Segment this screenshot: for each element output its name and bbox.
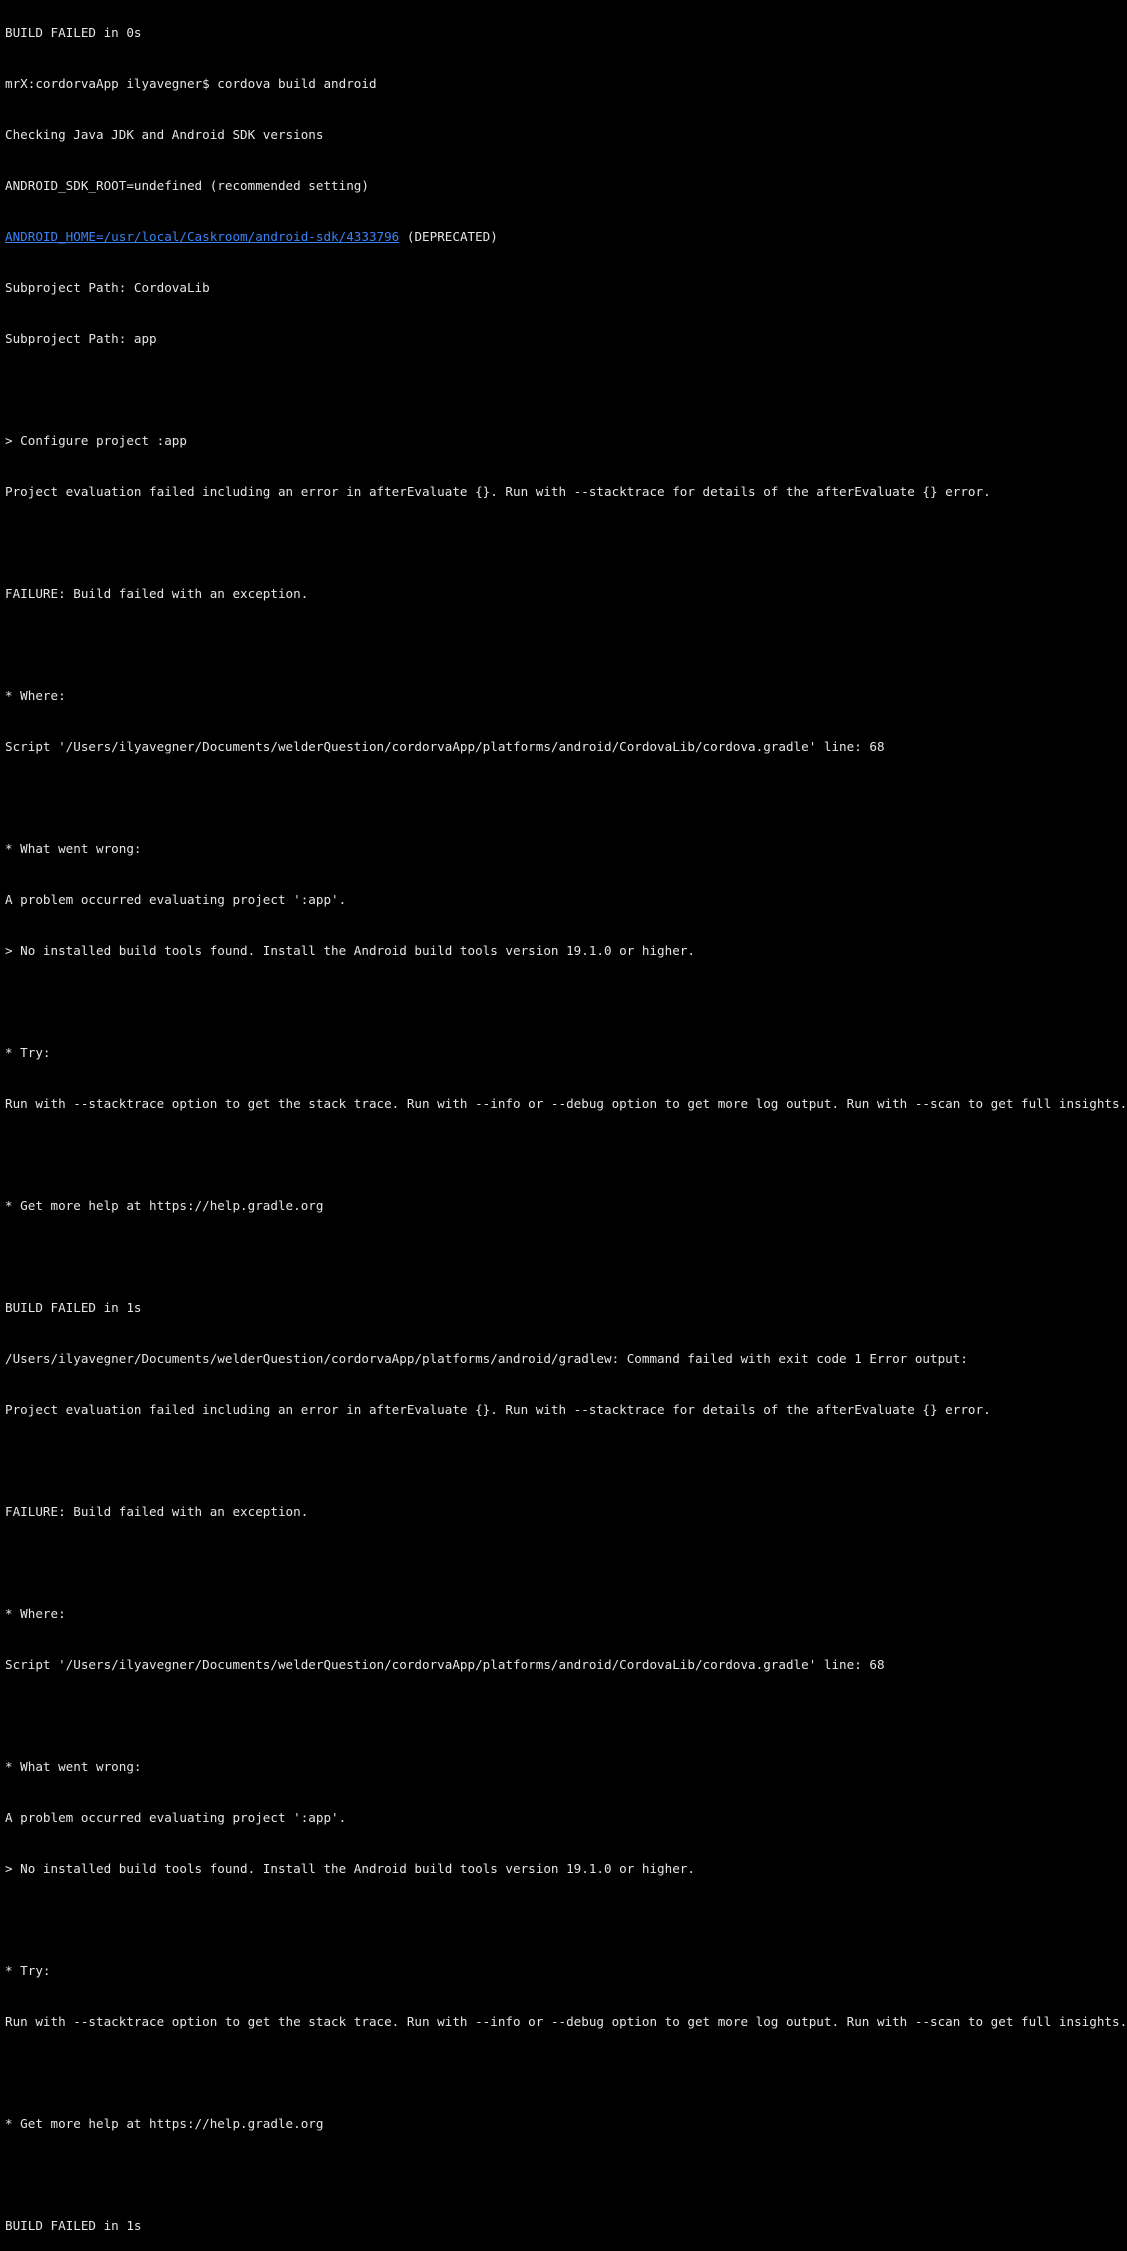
terminal-line: ANDROID_SDK_ROOT=undefined (recommended setting) (5, 178, 369, 193)
terminal-line: BUILD FAILED in 1s (5, 2218, 142, 2233)
terminal-line: * Where: (5, 1606, 66, 1621)
terminal-line: > No installed build tools found. Install the Android build tools version 19.1.0 or higher. (5, 943, 695, 958)
terminal-line: /Users/ilyavegner/Documents/welderQuestion/cordorvaApp/platforms/android/gradlew: Command failed with exit code 1 Error output: (5, 1351, 968, 1366)
terminal-line: mrX:cordorvaApp ilyavegner$ cordova build android (5, 76, 377, 91)
terminal-line: Subproject Path: app (5, 331, 157, 346)
terminal-line: * Try: (5, 1963, 51, 1978)
terminal-line (5, 1911, 1073, 1928)
terminal-line: BUILD FAILED in 0s (5, 25, 142, 40)
terminal-line (5, 789, 1073, 806)
android-home-link[interactable]: ANDROID_HOME=/usr/local/Caskroom/android-sdk/4333796 (5, 229, 400, 244)
terminal-line: Run with --stacktrace option to get the stack trace. Run with --info or --debug option to get more log output. Run with --scan to get full insights. (5, 1096, 1127, 1111)
terminal-line: * Where: (5, 688, 66, 703)
terminal-line: * What went wrong: (5, 841, 142, 856)
terminal-line: Project evaluation failed including an error in afterEvaluate {}. Run with --stacktrace for details of the afterEvaluate {} error. (5, 1402, 991, 1417)
terminal-line (5, 1452, 1073, 1469)
terminal-line: Checking Java JDK and Android SDK versions (5, 127, 324, 142)
terminal-line: * Get more help at https://help.gradle.org (5, 1198, 324, 1213)
terminal-line: * Try: (5, 1045, 51, 1060)
android-home-line (5, 228, 1073, 245)
terminal-line: Script '/Users/ilyavegner/Documents/welderQuestion/cordorvaApp/platforms/android/CordovaLib/cordova.gradle' line: 68 (5, 739, 885, 754)
terminal-line: > No installed build tools found. Install the Android build tools version 19.1.0 or higher. (5, 1861, 695, 1876)
terminal-line: > Configure project :app (5, 433, 187, 448)
terminal-line: * Get more help at https://help.gradle.org (5, 2116, 324, 2131)
terminal-line: FAILURE: Build failed with an exception. (5, 1504, 309, 1519)
terminal-line (5, 636, 1073, 653)
terminal-line (5, 1248, 1073, 1265)
terminal-line: Script '/Users/ilyavegner/Documents/welderQuestion/cordorvaApp/platforms/android/CordovaLib/cordova.gradle' line: 68 (5, 1657, 885, 1672)
terminal-line (5, 1707, 1073, 1724)
terminal-line (5, 381, 1073, 398)
terminal-line (5, 534, 1073, 551)
terminal-line (5, 1554, 1073, 1571)
terminal-line: Subproject Path: CordovaLib (5, 280, 210, 295)
terminal-line: Project evaluation failed including an error in afterEvaluate {}. Run with --stacktrace for details of the afterEvaluate {} error. (5, 484, 991, 499)
terminal-line: A problem occurred evaluating project ':app'. (5, 1810, 347, 1825)
terminal-line: Run with --stacktrace option to get the stack trace. Run with --info or --debug option to get more log output. Run with --scan to get full insights. (5, 2014, 1127, 2029)
terminal-line: BUILD FAILED in 1s (5, 1300, 142, 1315)
terminal-line (5, 993, 1073, 1010)
terminal-line (5, 1146, 1073, 1163)
terminal-output (5, 0, 1127, 2251)
terminal-line: FAILURE: Build failed with an exception. (5, 586, 309, 601)
terminal-line: * What went wrong: (5, 1759, 142, 1774)
terminal-line (5, 2064, 1073, 2081)
deprecated-note: (DEPRECATED) (399, 229, 498, 244)
terminal-line: A problem occurred evaluating project ':app'. (5, 892, 347, 907)
terminal-line (5, 2166, 1073, 2183)
